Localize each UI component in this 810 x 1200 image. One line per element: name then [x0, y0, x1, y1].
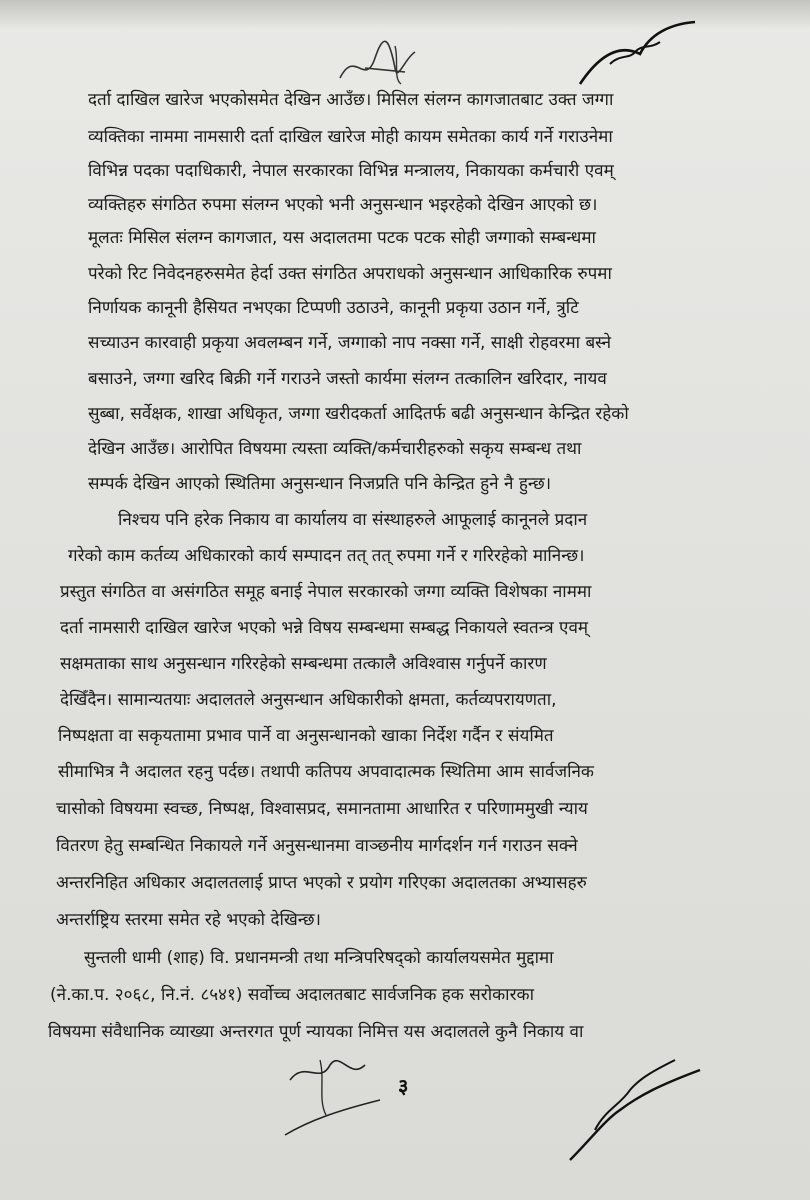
text-line: परेको रिट निवेदनहरुसमेत हेर्दा उक्त संगठित अपराधको अनुसन्धान आधिकारिक रुपमा	[88, 264, 612, 284]
text-line: बसाउने, जग्गा खरिद बिक्री गर्ने गराउने जस्तो कार्यमा संलग्न तत्कालिन खरिदार, नायव	[88, 369, 607, 389]
signature-bottom-left	[270, 1040, 410, 1140]
text-line: अन्तरनिहित अधिकार अदालतलाई प्राप्त भएको र प्रयोग गरिएका अदालतका अभ्यासहरु	[56, 873, 587, 893]
signature-top-right	[570, 14, 710, 94]
text-line: (ने.का.प. २०६८, नि.नं. ८५४१) सर्वोच्च अदालतबाट सार्वजनिक हक सरोकारका	[50, 985, 534, 1005]
signature-bottom-right	[560, 1040, 710, 1170]
text-line: व्यक्तिहरु संगठित रुपमा संलग्न भएको भनी अनुसन्धान भइरहेको देखिन आएको छ।	[88, 195, 598, 215]
text-line: अन्तर्राष्ट्रिय स्तरमा समेत रहे भएको देखिन्छ।	[56, 910, 322, 930]
text-line: सुब्बा, सर्वेक्षक, शाखा अधिकृत, जग्गा खरीदकर्ता आदितर्फ बढी अनुसन्धान केन्द्रित रहेको	[88, 404, 629, 424]
text-line: प्रस्तुत संगठित वा असंगठित समूह बनाई नेपाल सरकारको जग्गा व्यक्ति विशेषका नाममा	[60, 582, 592, 602]
text-line: देखिँदैन। सामान्यतयाः अदालतले अनुसन्धान अधिकारीको क्षमता, कर्तव्यपरायणता,	[60, 690, 557, 710]
text-line: दर्ता नामसारी दाखिल खारेज भएको भन्ने विषय सम्बन्धमा सम्बद्ध निकायले स्वतन्त्र एवम्	[60, 618, 589, 638]
text-line: देखिन आउँछ। आरोपित विषयमा त्यस्ता व्यक्ति/कर्मचारीहरुको सकृय सम्बन्ध तथा	[88, 439, 582, 459]
text-line: निष्पक्षता वा सकृयतामा प्रभाव पार्ने वा अनुसन्धानको खाका निर्देश गर्दैन र संयमित	[58, 726, 554, 746]
text-line: मूलतः मिसिल संलग्न कागजात, यस अदालतमा पटक पटक सोही जग्गाको सम्बन्धमा	[88, 228, 596, 248]
text-line: विषयमा संवैधानिक व्याख्या अन्तरगत पूर्ण न्यायका निमित्त यस अदालतले कुनै निकाय वा	[48, 1022, 584, 1042]
text-line: सच्याउन कारवाही प्रकृया अवलम्बन गर्ने, जग्गाको नाप नक्सा गर्ने, साक्षी रोहवरमा बस्ने	[88, 333, 612, 353]
text-line: सीमाभित्र नै अदालत रहनु पर्दछ। तथापी कतिपय अपवादात्मक स्थितिमा आम सार्वजनिक	[58, 762, 594, 782]
text-line: सक्षमताका साथ अनुसन्धान गरिरहेको सम्बन्धमा तत्कालै अविश्वास गर्नुपर्ने कारण	[60, 654, 547, 674]
text-line: गरेको काम कर्तव्य अधिकारको कार्य सम्पादन तत् तत् रुपमा गर्ने र गरिरहेको मानिन्छ।	[68, 546, 585, 566]
signature-top-left	[335, 38, 435, 90]
text-line: सुन्तली धामी (शाह) वि. प्रधानमन्त्री तथा मन्त्रिपरिषद्को कार्यालयसमेत मुद्दामा	[84, 948, 554, 968]
text-line: सम्पर्क देखिन आएको स्थितिमा अनुसन्धान निजप्रति पनि केन्द्रित हुने नै हुन्छ।	[88, 474, 552, 494]
text-line: विभिन्न पदका पदाधिकारी, नेपाल सरकारका विभिन्न मन्त्रालय, निकायका कर्मचारी एवम्	[88, 161, 614, 181]
text-line: व्यक्तिका नाममा नामसारी दर्ता दाखिल खारेज मोही कायम समेतका कार्य गर्ने गराउनेमा	[88, 127, 613, 147]
page-number: ३	[398, 1074, 409, 1098]
text-line: दर्ता दाखिल खारेज भएकोसमेत देखिन आउँछ। मिसिल संलग्न कागजातबाट उक्त जग्गा	[88, 90, 614, 110]
text-line: वितरण हेतु सम्बन्धित निकायले गर्ने अनुसन्धानमा वाञ्छनीय मार्गदर्शन गर्न गराउन सक्ने	[56, 836, 578, 856]
text-line: चासोको विषयमा स्वच्छ, निष्पक्ष, विश्वासप्रद, समानतामा आधारित र परिणाममुखी न्याय	[56, 799, 588, 819]
text-line: निर्णायक कानूनी हैसियत नभएका टिप्पणी उठाउने, कानूनी प्रकृया उठान गर्ने, त्रुटि	[88, 298, 579, 318]
text-line: निश्चय पनि हरेक निकाय वा कार्यालय वा संस्थाहरुले आफूलाई कानूनले प्रदान	[118, 510, 588, 530]
